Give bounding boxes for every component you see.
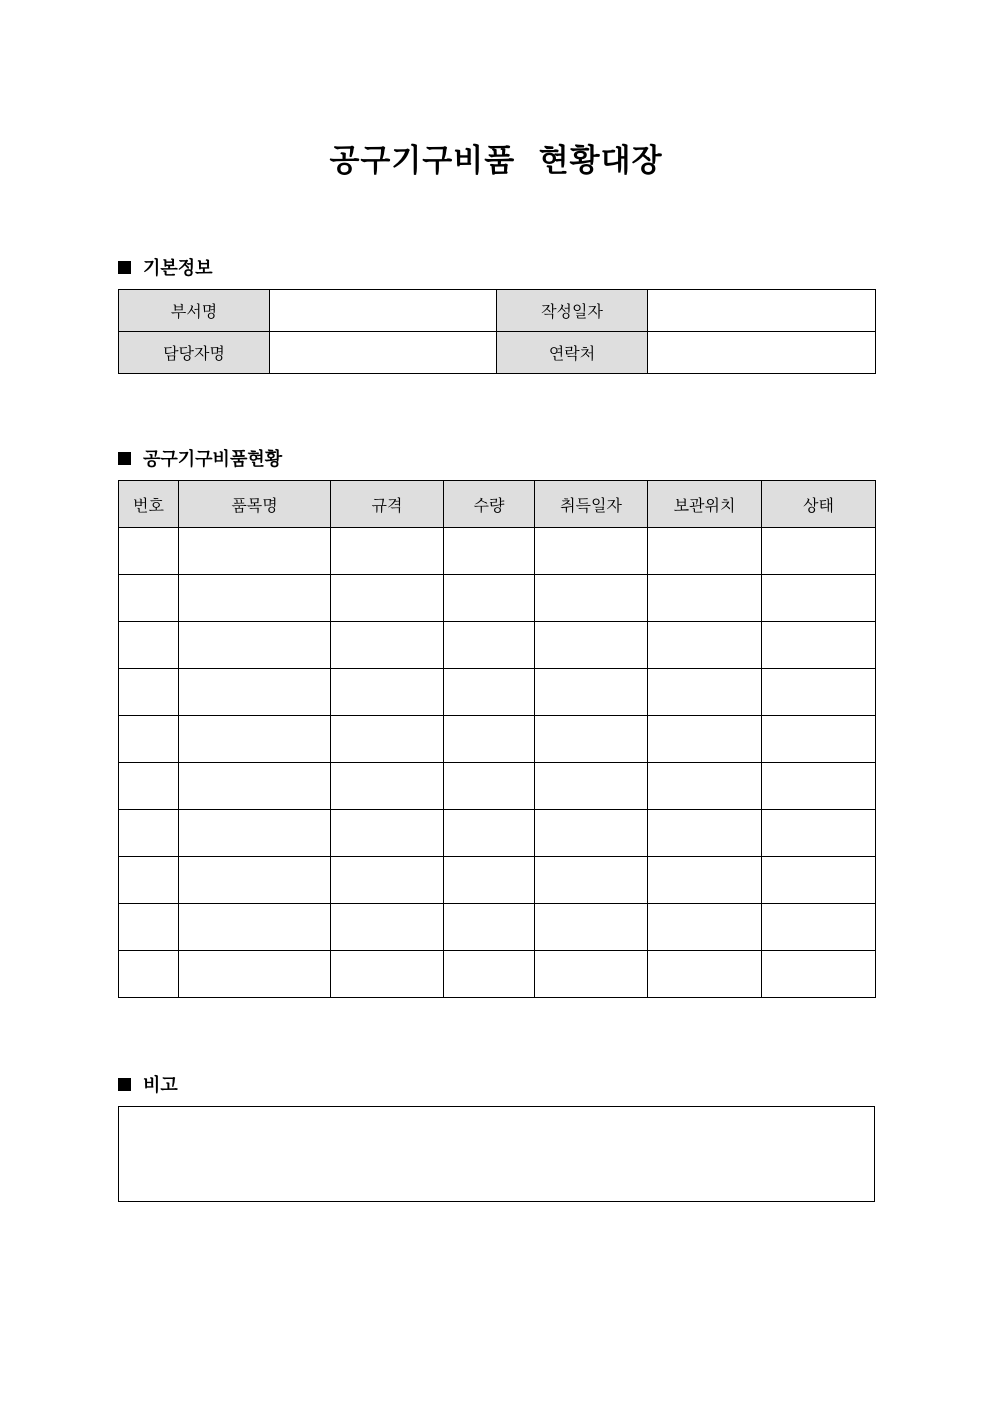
table-row xyxy=(119,763,876,810)
cell-number[interactable] xyxy=(119,904,179,951)
cell-quantity[interactable] xyxy=(444,716,535,763)
cell-storage-location[interactable] xyxy=(648,857,762,904)
cell-condition[interactable] xyxy=(762,669,876,716)
cell-item-name[interactable] xyxy=(179,763,331,810)
contact-label: 연락처 xyxy=(497,332,648,374)
basic-info-table xyxy=(118,289,876,374)
table-row xyxy=(119,951,876,998)
table-row xyxy=(119,575,876,622)
cell-quantity[interactable] xyxy=(444,951,535,998)
cell-acquired-date[interactable] xyxy=(535,669,648,716)
cell-spec[interactable] xyxy=(331,857,444,904)
table-row xyxy=(119,716,876,763)
table-row xyxy=(119,857,876,904)
cell-number[interactable] xyxy=(119,716,179,763)
cell-acquired-date[interactable] xyxy=(535,810,648,857)
cell-condition[interactable] xyxy=(762,810,876,857)
cell-spec[interactable] xyxy=(331,622,444,669)
cell-storage-location[interactable] xyxy=(648,951,762,998)
header-item-name: 품목명 xyxy=(179,481,331,528)
cell-quantity[interactable] xyxy=(444,622,535,669)
basic-info-row xyxy=(119,290,876,332)
cell-spec[interactable] xyxy=(331,810,444,857)
basic-info-row xyxy=(119,332,876,374)
cell-condition[interactable] xyxy=(762,763,876,810)
date-label: 작성일자 xyxy=(497,290,648,332)
cell-number[interactable] xyxy=(119,528,179,575)
cell-acquired-date[interactable] xyxy=(535,763,648,810)
cell-item-name[interactable] xyxy=(179,716,331,763)
cell-item-name[interactable] xyxy=(179,810,331,857)
cell-spec[interactable] xyxy=(331,669,444,716)
table-row xyxy=(119,904,876,951)
cell-storage-location[interactable] xyxy=(648,763,762,810)
cell-spec[interactable] xyxy=(331,528,444,575)
square-bullet-icon xyxy=(118,1078,131,1091)
section-remarks-label: 비고 xyxy=(143,1075,178,1096)
table-row xyxy=(119,810,876,857)
cell-storage-location[interactable] xyxy=(648,575,762,622)
remarks-field[interactable] xyxy=(118,1106,875,1202)
department-field[interactable] xyxy=(270,290,497,332)
header-quantity: 수량 xyxy=(444,481,535,528)
document-title: 공구기구비품 현황대장 xyxy=(329,143,663,179)
cell-acquired-date[interactable] xyxy=(535,716,648,763)
cell-acquired-date[interactable] xyxy=(535,575,648,622)
department-label: 부서명 xyxy=(119,290,270,332)
header-storage-location: 보관위치 xyxy=(648,481,762,528)
cell-spec[interactable] xyxy=(331,904,444,951)
cell-storage-location[interactable] xyxy=(648,622,762,669)
cell-acquired-date[interactable] xyxy=(535,622,648,669)
cell-condition[interactable] xyxy=(762,528,876,575)
cell-quantity[interactable] xyxy=(444,904,535,951)
cell-item-name[interactable] xyxy=(179,951,331,998)
square-bullet-icon xyxy=(118,261,131,274)
cell-quantity[interactable] xyxy=(444,528,535,575)
table-row xyxy=(119,622,876,669)
cell-item-name[interactable] xyxy=(179,575,331,622)
manager-label: 담당자명 xyxy=(119,332,270,374)
cell-spec[interactable] xyxy=(331,575,444,622)
cell-quantity[interactable] xyxy=(444,669,535,716)
header-acquired-date: 취득일자 xyxy=(535,481,648,528)
cell-condition[interactable] xyxy=(762,904,876,951)
cell-quantity[interactable] xyxy=(444,575,535,622)
cell-number[interactable] xyxy=(119,951,179,998)
cell-condition[interactable] xyxy=(762,951,876,998)
contact-field[interactable] xyxy=(648,332,876,374)
cell-number[interactable] xyxy=(119,857,179,904)
cell-storage-location[interactable] xyxy=(648,810,762,857)
cell-item-name[interactable] xyxy=(179,669,331,716)
cell-storage-location[interactable] xyxy=(648,716,762,763)
cell-storage-location[interactable] xyxy=(648,904,762,951)
table-row xyxy=(119,528,876,575)
cell-spec[interactable] xyxy=(331,716,444,763)
cell-number[interactable] xyxy=(119,810,179,857)
cell-acquired-date[interactable] xyxy=(535,951,648,998)
table-row xyxy=(119,669,876,716)
section-basic-info-label: 기본정보 xyxy=(143,258,213,279)
cell-quantity[interactable] xyxy=(444,810,535,857)
cell-spec[interactable] xyxy=(331,951,444,998)
cell-storage-location[interactable] xyxy=(648,669,762,716)
cell-acquired-date[interactable] xyxy=(535,528,648,575)
cell-number[interactable] xyxy=(119,575,179,622)
cell-acquired-date[interactable] xyxy=(535,857,648,904)
cell-number[interactable] xyxy=(119,669,179,716)
status-table-body xyxy=(119,528,876,998)
cell-item-name[interactable] xyxy=(179,904,331,951)
section-remarks-heading xyxy=(118,1071,178,1097)
section-status-label: 공구기구비품현황 xyxy=(143,449,283,470)
cell-item-name[interactable] xyxy=(179,622,331,669)
cell-condition[interactable] xyxy=(762,575,876,622)
cell-condition[interactable] xyxy=(762,857,876,904)
manager-field[interactable] xyxy=(270,332,497,374)
square-bullet-icon xyxy=(118,452,131,465)
cell-storage-location[interactable] xyxy=(648,528,762,575)
cell-condition[interactable] xyxy=(762,622,876,669)
cell-item-name[interactable] xyxy=(179,857,331,904)
cell-number[interactable] xyxy=(119,622,179,669)
cell-quantity[interactable] xyxy=(444,857,535,904)
cell-spec[interactable] xyxy=(331,763,444,810)
cell-acquired-date[interactable] xyxy=(535,904,648,951)
status-table-header-row xyxy=(119,481,876,528)
header-spec: 규격 xyxy=(331,481,444,528)
cell-number[interactable] xyxy=(119,763,179,810)
date-field[interactable] xyxy=(648,290,876,332)
section-status-heading xyxy=(118,445,282,471)
status-table xyxy=(118,480,876,998)
header-condition: 상태 xyxy=(762,481,876,528)
cell-item-name[interactable] xyxy=(179,528,331,575)
header-number: 번호 xyxy=(119,481,179,528)
cell-quantity[interactable] xyxy=(444,763,535,810)
cell-condition[interactable] xyxy=(762,716,876,763)
section-basic-info-heading xyxy=(118,254,213,280)
